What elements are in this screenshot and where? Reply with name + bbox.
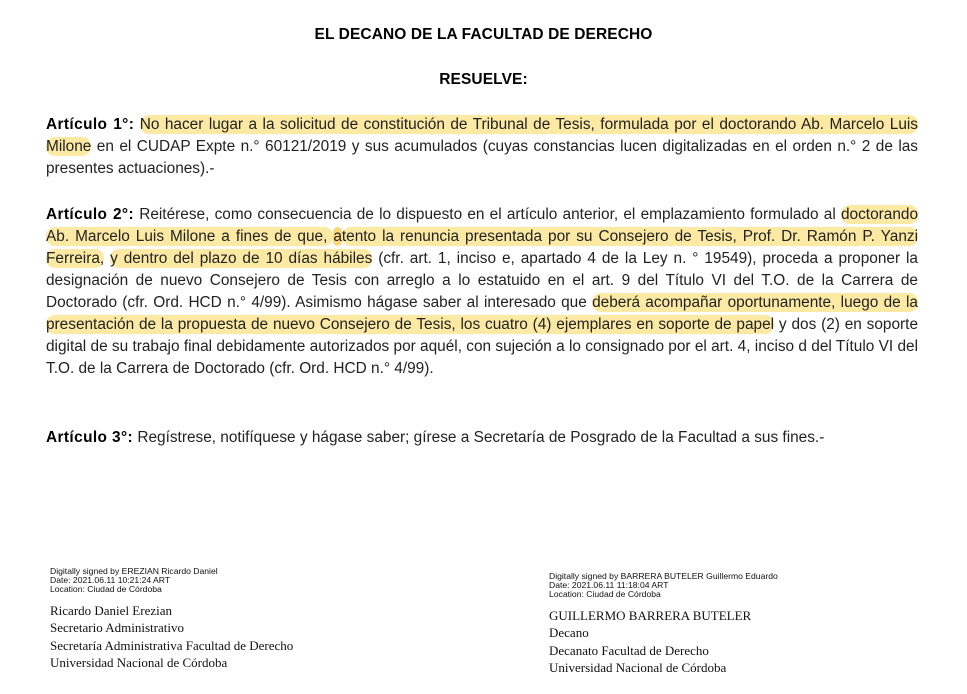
digital-signature-stamp (549, 572, 778, 599)
signer-role: Decano (549, 625, 589, 641)
signer-name: Ricardo Daniel Erezian (50, 603, 172, 618)
signer-office: Secretaría Administrativa Facultad de Derecho (50, 637, 294, 653)
signature-location: Location: Ciudad de Córdoba (549, 589, 661, 599)
signed-by: Digitally signed by EREZIAN Ricardo Daniel (50, 566, 218, 576)
signer-info (549, 607, 778, 676)
article-text: (cfr. art. 1, inciso e, apartado 4 de la Ley n. ° 19549), proceda a proponer la designación de nuevo Consejero de Tesis con arreglo a lo estatuido en el art. 9 del Título VI del T.O. de la Carrera de Doctorado (cfr. Ord. HCD n.° 4/99). Asimismo hágase saber al interesado que (46, 250, 918, 311)
highlighted-text: doctorando Ab. Marcelo Luis Milone a fines de que, (46, 206, 918, 245)
article-2-label: Artículo 2°: (46, 206, 134, 223)
highlighted-text: tento la renuncia presentada por su Consejero de Tesis, Prof. Dr. Ramón P. Yanzi Ferreira, (46, 228, 918, 267)
signer-name: GUILLERMO BARRERA BUTELER (549, 608, 752, 623)
article-text: Reitérese, como consecuencia de lo dispuesto en el artículo anterior, el emplazamiento formulado al (134, 206, 841, 223)
article-text: Regístrese, notifíquese y hágase saber; gírese a Secretaría de Posgrado de la Facultad a sus fines.- (133, 429, 825, 446)
article-text: en el CUDAP Expte n.° 60121/2019 y sus acumulados (cuyas constancias lucen digitalizadas en el orden n.° 2 de las presentes actuaciones).- (46, 138, 918, 177)
highlighted-text: deberá acompañar oportunamente, luego de la presentación de la propuesta de nuevo Consejero de Tesis, los cuatro (4) ejemplares en soporte de papel (46, 294, 918, 333)
signer-institution: Universidad Nacional de Córdoba (50, 654, 228, 670)
signer-role: Secretario Administrativo (50, 620, 184, 636)
signature-block-dean (549, 572, 778, 676)
article-2 (46, 204, 918, 380)
article-1 (46, 114, 918, 180)
digital-signature-stamp (50, 567, 293, 594)
signer-office: Decanato Facultad de Derecho (549, 642, 709, 658)
signature-date: Date: 2021.06.11 11:18:04 ART (549, 580, 669, 590)
signature-date: Date: 2021.06.11 10:21:24 ART (50, 575, 171, 585)
highlighted-text: y dentro del plazo de 10 días hábiles (110, 250, 373, 267)
document-title: EL DECANO DE LA FACULTAD DE DERECHO (314, 26, 653, 43)
signed-by: Digitally signed by BARRERA BUTELER Guillermo Eduardo (549, 571, 778, 581)
highlighted-text: No hacer lugar a la solicitud de constitución de Tribunal de Tesis, formulada por el doctorando Ab. Marcelo Luis Milone (46, 116, 918, 155)
signer-institution: Universidad Nacional de Córdoba (549, 659, 727, 675)
signature-location: Location: Ciudad de Córdoba (50, 584, 162, 594)
article-1-label: Artículo 1°: (46, 116, 135, 133)
article-3-label: Artículo 3°: (46, 429, 134, 446)
resolution-heading: RESUELVE: (439, 71, 528, 88)
signature-block-secretary (50, 567, 293, 671)
signer-info (50, 602, 293, 671)
highlight-overlap: a (333, 228, 342, 245)
article-text: y dos (2) en soporte digital de su trabajo final debidamente autorizados por aquél, con sujeción a lo consignado por el art. 4, inciso d del Título VI del T.O. de la Carrera de Doctorado (cfr. Ord. HCD n.° 4/99). (46, 316, 919, 377)
article-3 (46, 427, 918, 449)
